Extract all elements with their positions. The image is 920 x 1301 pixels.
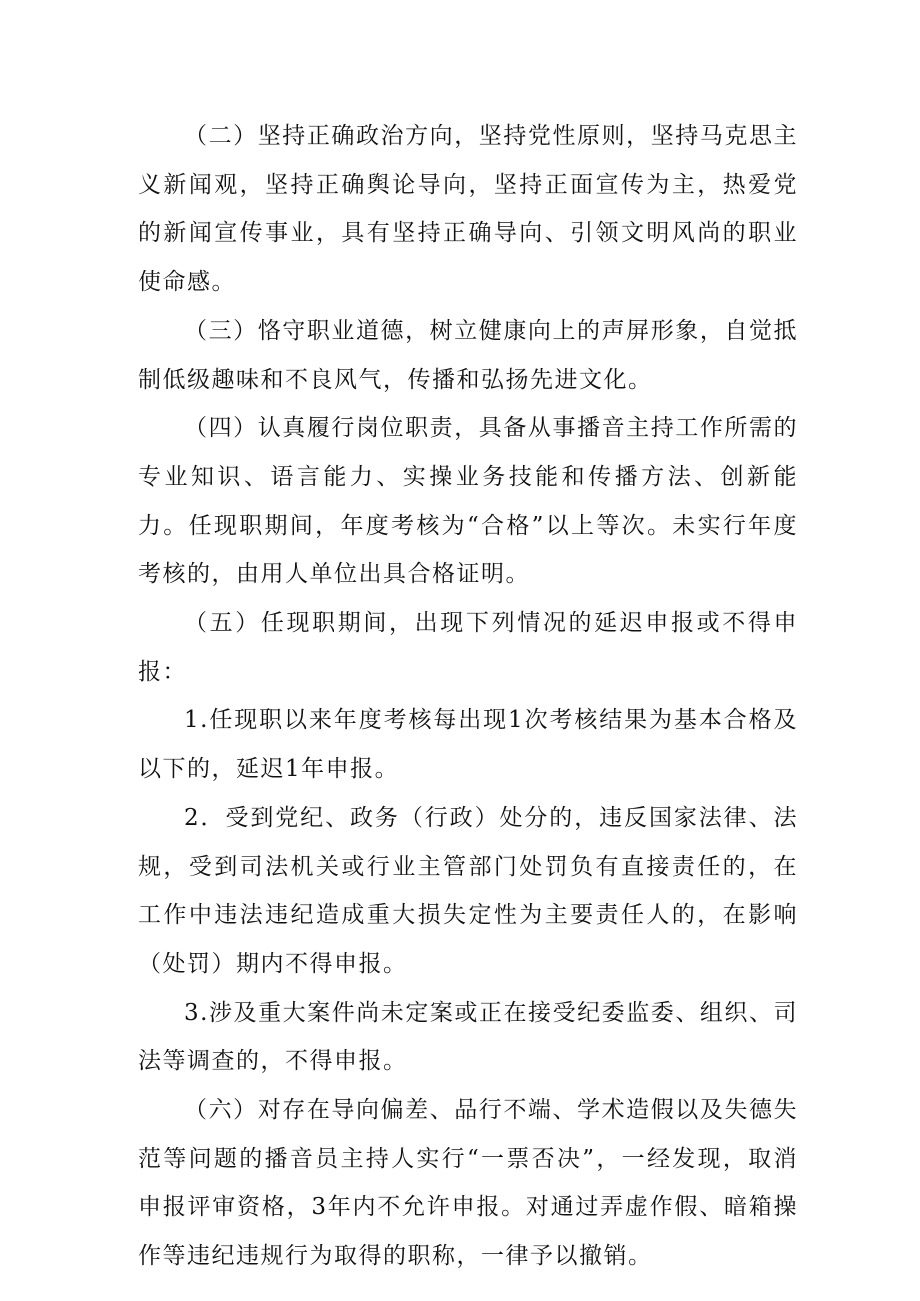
paragraph-2-political-direction: （二）坚持正确政治方向，坚持党性原则，坚持马克思主义新闻观，坚持正确舆论导向，坚持正面宣传为主，热爱党的新闻宣传事业，具有坚持正确导向、引领文明风尚的职业使命感。 <box>138 123 798 296</box>
paragraph-6-one-vote-veto: （六）对存在导向偏差、品行不端、学术造假以及失德失范等问题的播音员主持人实行“一票否决”，一经发现，取消申报评审资格，3年内不允许申报。对通过弄虚作假、暗箱操作等违纪违规行为取得的职称，一律予以撤销。 <box>138 1097 798 1270</box>
list-item-3: 3.涉及重大案件尚未定案或正在接受纪委监委、组织、司法等调查的，不得申报。 <box>138 999 798 1075</box>
paragraph-5-delay-conditions: （五）任现职期间，出现下列情况的延迟申报或不得申报： <box>138 610 798 685</box>
list-item-1: 1.任现职以来年度考核每出现1次考核结果为基本合格及以下的，延迟1年申报。 <box>138 707 798 783</box>
paragraph-3-professional-ethics: （三）恪守职业道德，树立健康向上的声屏形象，自觉抵制低级趣味和不良风气，传播和弘扬先进文化。 <box>138 317 798 393</box>
document-body <box>138 112 798 1281</box>
list-item-2: 2．受到党纪、政务（行政）处分的，违反国家法律、法规，受到司法机关或行业主管部门处罚负有直接责任的，在工作中违法违纪造成重大损失定性为主要责任人的，在影响（处罚）期内不得申报。 <box>138 804 798 977</box>
paragraph-4-job-duties: （四）认真履行岗位职责，具备从事播音主持工作所需的专业知识、语言能力、实操业务技能和传播方法、创新能力。任现职期间，年度考核为“合格”以上等次。未实行年度考核的，由用人单位出具合格证明。 <box>138 415 798 588</box>
